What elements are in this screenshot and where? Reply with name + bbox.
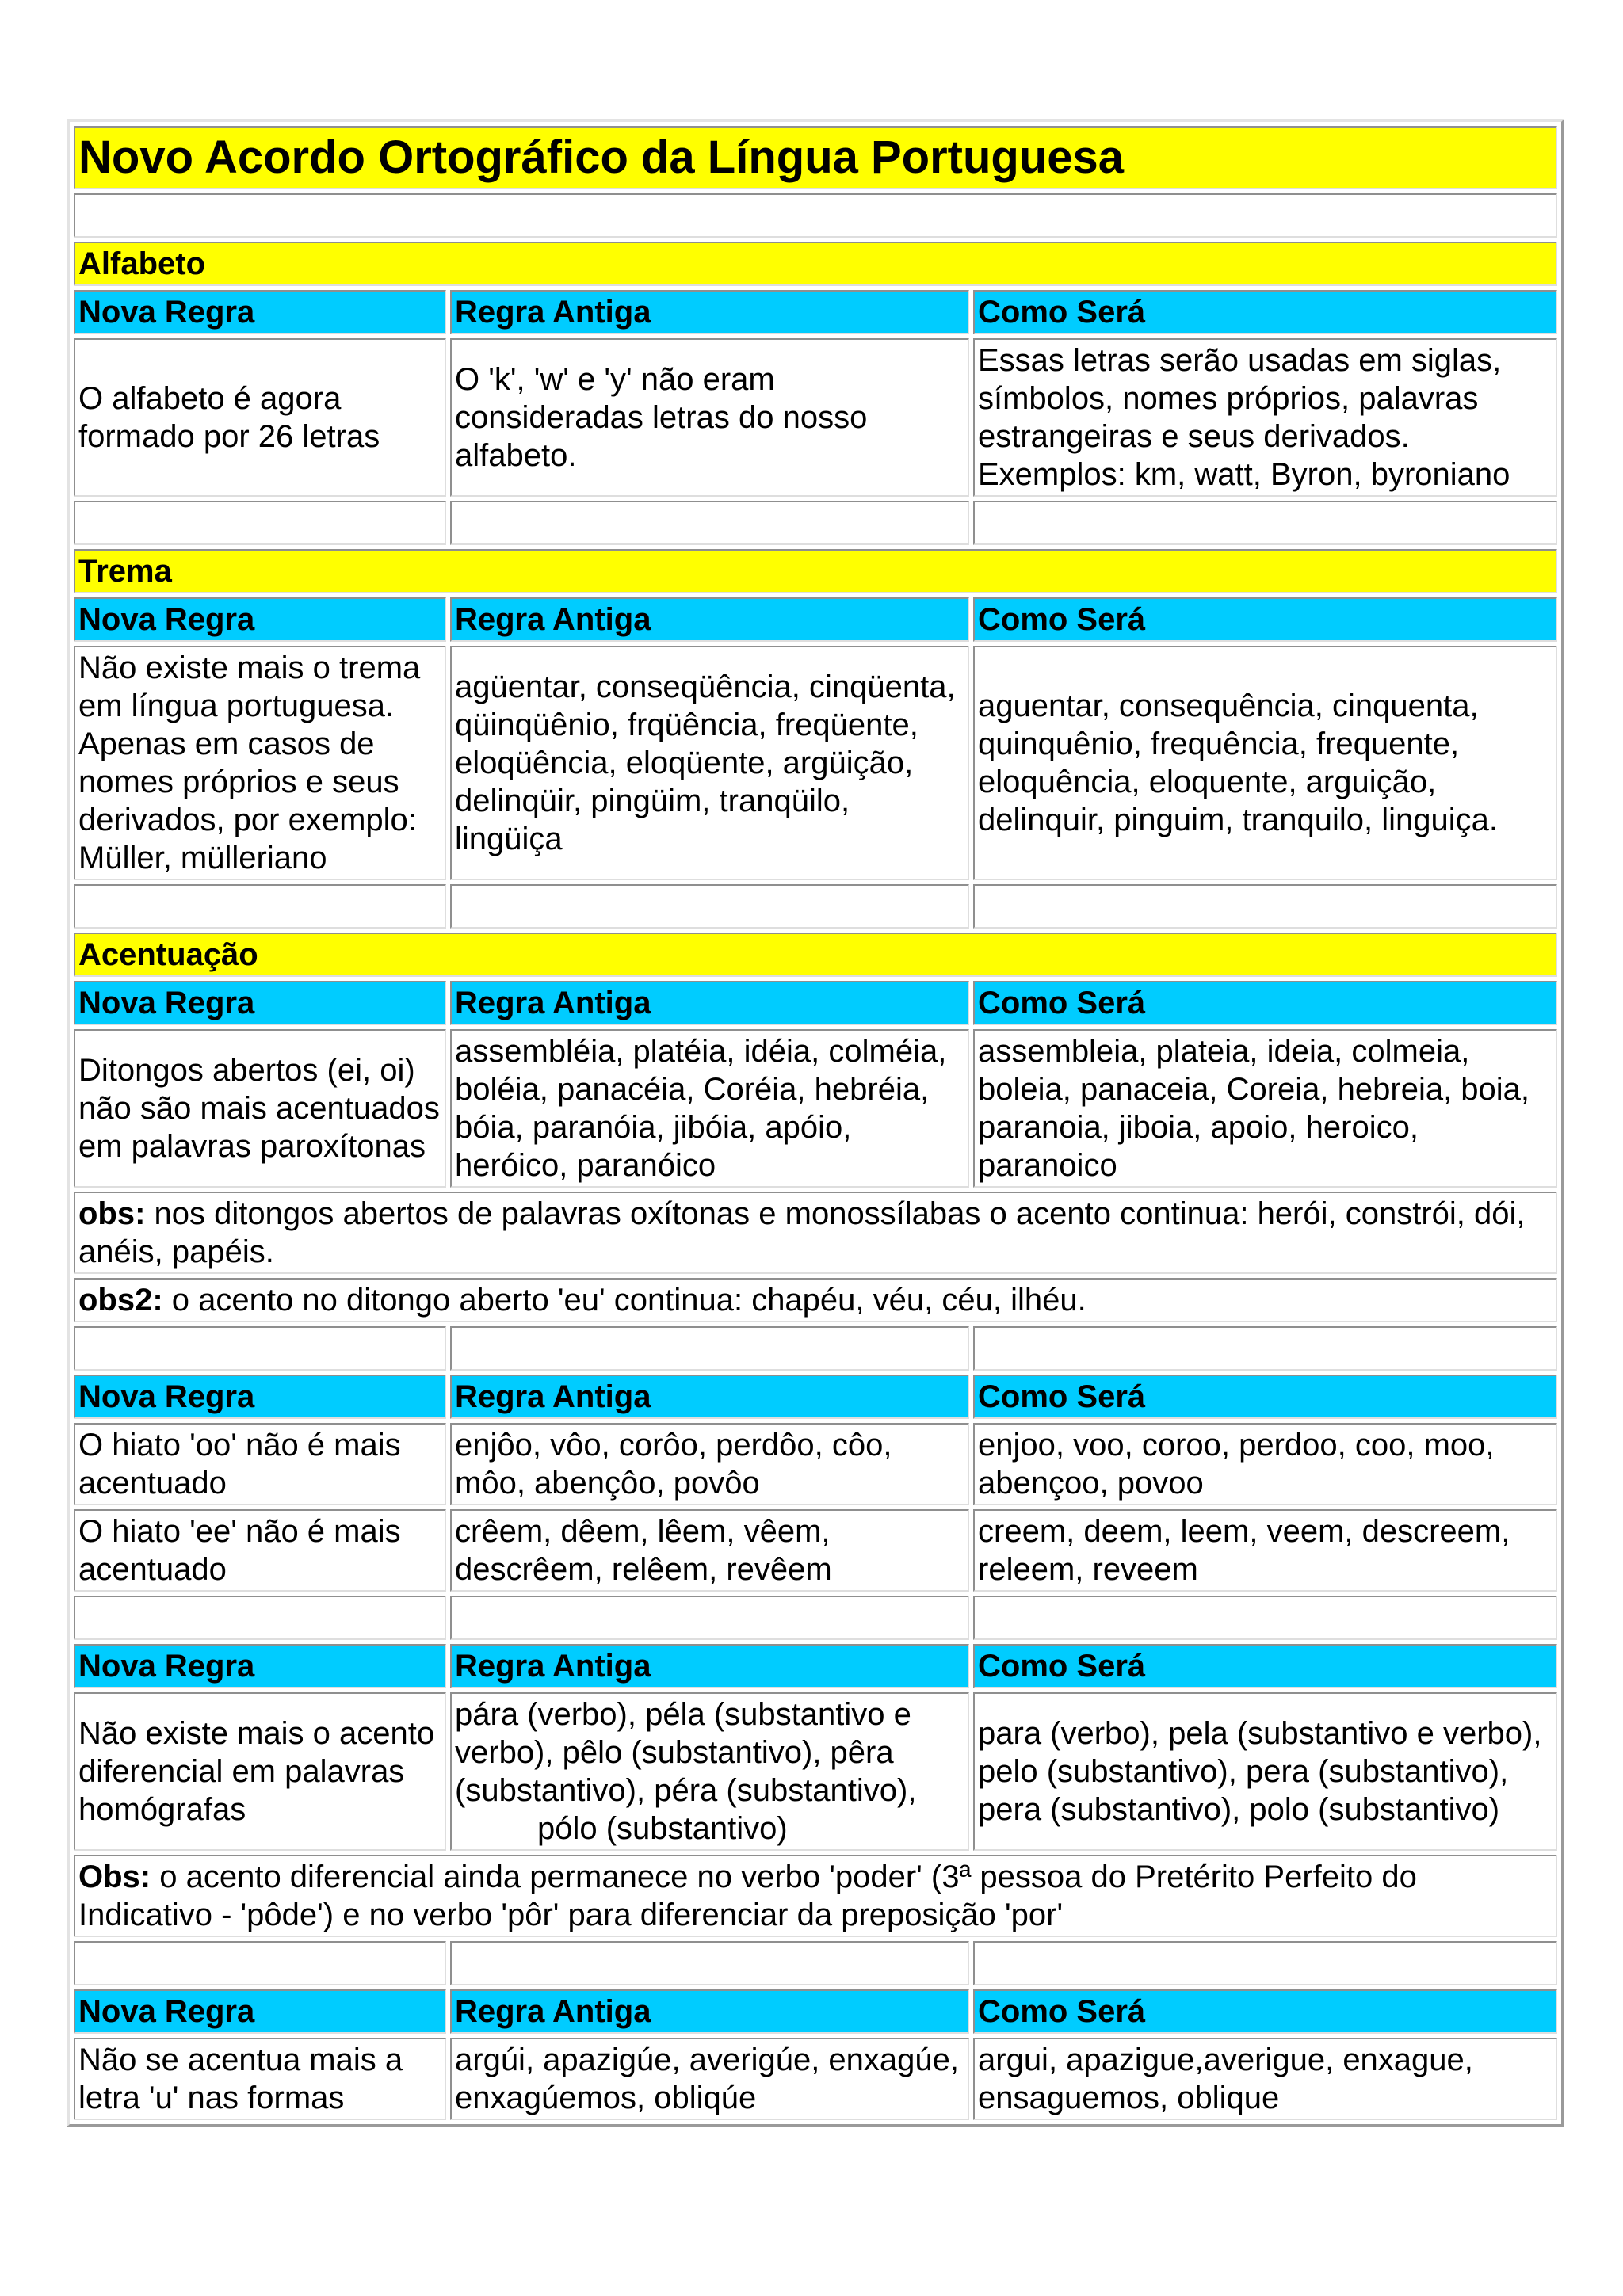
nova-regra-cell: Não existe mais o acento diferencial em palavras homógrafas [74, 1692, 446, 1851]
blank-cell [973, 501, 1557, 545]
spacer-row [74, 1596, 1557, 1640]
regra-antiga-cell [450, 1692, 969, 1851]
regra-antiga-cell: argúi, apazigúe, averigúe, enxagúe, enxagúemos, obliqúe [450, 2038, 969, 2120]
obs2-note [74, 1278, 1557, 1322]
header-como-sera: Como Será [973, 597, 1557, 642]
note-row [74, 1192, 1557, 1274]
nova-regra-cell: Ditongos abertos (ei, oi) não são mais acentuados em palavras paroxítonas [74, 1029, 446, 1188]
obs3-text: o acento diferencial ainda permanece no verbo 'poder' (3ª pessoa do Pretérito Perfeito do Indicativo - 'pôde') e no verbo 'pôr' para diferenciar da preposição 'por' [78, 1859, 1417, 1932]
nova-regra-cell: O alfabeto é agora formado por 26 letras [74, 338, 446, 497]
header-nova-regra: Nova Regra [74, 981, 446, 1025]
note-row [74, 1855, 1557, 1937]
como-sera-cell: aguentar, consequência, cinquenta, quinquênio, frequência, frequente, eloquência, eloquente, arguição, delinquir, pinguim, tranquilo, linguiça. [973, 646, 1557, 880]
blank-cell [450, 1326, 969, 1371]
como-sera-cell [973, 338, 1557, 497]
header-regra-antiga: Regra Antiga [450, 597, 969, 642]
regra-antiga-text-cont: pólo (substantivo) [537, 1811, 788, 1846]
section-row-trema [74, 549, 1557, 593]
examples-text: Exemplos: km, watt, Byron, byroniano [978, 457, 1510, 492]
section-row-acentuacao [74, 933, 1557, 977]
rule-row-trema [74, 646, 1557, 880]
como-sera-text: Essas letras serão usadas em siglas, símbolos, nomes próprios, palavras estrangeiras e seus derivados. [978, 343, 1502, 454]
obs-note [74, 1192, 1557, 1274]
rule-row-ditongos [74, 1029, 1557, 1188]
blank-cell [74, 1326, 446, 1371]
obs-text: nos ditongos abertos de palavras oxítonas e monossílabas o acento continua: herói, constrói, dói, anéis, papéis. [78, 1196, 1526, 1269]
blank-cell [973, 1326, 1557, 1371]
header-nova-regra: Nova Regra [74, 1375, 446, 1419]
header-regra-antiga: Regra Antiga [450, 1989, 969, 2034]
blank-cell [74, 193, 1557, 238]
rule-row-hiato-oo [74, 1423, 1557, 1505]
nova-regra-cell: O hiato 'ee' não é mais acentuado [74, 1509, 446, 1592]
como-sera-cell: para (verbo), pela (substantivo e verbo), pelo (substantivo), pera (substantivo), pera (substantivo), polo (substantivo) [973, 1692, 1557, 1851]
header-como-sera: Como Será [973, 1375, 1557, 1419]
header-nova-regra: Nova Regra [74, 1644, 446, 1688]
como-sera-cell: argui, apazigue,averigue, enxague, ensaguemos, oblique [973, 2038, 1557, 2120]
obs2-text: o acento no ditongo aberto 'eu' continua: chapéu, véu, céu, ilhéu. [162, 1283, 1086, 1318]
blank-cell [74, 501, 446, 545]
header-como-sera: Como Será [973, 1644, 1557, 1688]
header-regra-antiga: Regra Antiga [450, 1644, 969, 1688]
section-heading-trema: Trema [74, 549, 1557, 593]
regra-antiga-cell: O 'k', 'w' e 'y' não eram consideradas letras do nosso alfabeto. [450, 338, 969, 497]
section-row-alfabeto [74, 242, 1557, 286]
spacer-row [74, 193, 1557, 238]
obs-label: obs: [78, 1196, 146, 1231]
blank-cell [973, 1596, 1557, 1640]
note-row [74, 1278, 1557, 1322]
spacer-row [74, 501, 1557, 545]
obs2-label: obs2: [78, 1283, 163, 1318]
regra-antiga-cell: crêem, dêem, lêem, vêem, descrêem, relêem, revêem [450, 1509, 969, 1592]
regra-antiga-text: pára (verbo), péla (substantivo e verbo), pêlo (substantivo), pêra (substantivo), péra (substantivo), [455, 1697, 917, 1808]
spacer-row [74, 1326, 1557, 1371]
column-header-row [74, 1644, 1557, 1688]
header-como-sera: Como Será [973, 290, 1557, 334]
rule-row-alfabeto [74, 338, 1557, 497]
blank-cell [74, 1596, 446, 1640]
como-sera-cell: creem, deem, leem, veem, descreem, releem, reveem [973, 1509, 1557, 1592]
column-header-row [74, 1375, 1557, 1419]
column-header-row [74, 290, 1557, 334]
blank-cell [74, 1941, 446, 1985]
section-heading-acentuacao: Acentuação [74, 933, 1557, 977]
page-title: Novo Acordo Ortográfico da Língua Portuguesa [74, 126, 1557, 189]
rule-row-diferencial [74, 1692, 1557, 1851]
spacer-row [74, 1941, 1557, 1985]
como-sera-cell: assembleia, plateia, ideia, colmeia, boleia, panaceia, Coreia, hebreia, boia, paranoia, jiboia, apoio, heroico, paranoico [973, 1029, 1557, 1188]
column-header-row [74, 1989, 1557, 2034]
regra-antiga-cell: enjôo, vôo, corôo, perdôo, côo, môo, abençôo, povôo [450, 1423, 969, 1505]
rule-row-letra-u [74, 2038, 1557, 2120]
blank-cell [973, 1941, 1557, 1985]
header-nova-regra: Nova Regra [74, 290, 446, 334]
regra-antiga-cell: assembléia, platéia, idéia, colméia, boléia, panacéia, Coréia, hebréia, bóia, paranóia, jibóia, apóio, heróico, paranóico [450, 1029, 969, 1188]
obs3-note [74, 1855, 1557, 1937]
blank-cell [450, 1596, 969, 1640]
title-row [74, 126, 1557, 189]
column-header-row [74, 981, 1557, 1025]
rule-row-hiato-ee [74, 1509, 1557, 1592]
header-nova-regra: Nova Regra [74, 1989, 446, 2034]
header-regra-antiga: Regra Antiga [450, 290, 969, 334]
obs3-label: Obs: [78, 1859, 151, 1894]
header-como-sera: Como Será [973, 981, 1557, 1025]
header-regra-antiga: Regra Antiga [450, 1375, 969, 1419]
blank-cell [74, 884, 446, 929]
blank-cell [450, 501, 969, 545]
spacer-row [74, 884, 1557, 929]
regra-antiga-cell: agüentar, conseqüência, cinqüenta, qüinqüênio, frqüência, freqüente, eloqüência, eloqüente, argüição, delinqüir, pingüim, tranqüilo, lingüiça [450, 646, 969, 880]
header-como-sera: Como Será [973, 1989, 1557, 2034]
section-heading-alfabeto: Alfabeto [74, 242, 1557, 286]
header-nova-regra: Nova Regra [74, 597, 446, 642]
column-header-row [74, 597, 1557, 642]
header-regra-antiga: Regra Antiga [450, 981, 969, 1025]
nova-regra-cell: O hiato 'oo' não é mais acentuado [74, 1423, 446, 1505]
nova-regra-cell: Não se acentua mais a letra 'u' nas formas [74, 2038, 446, 2120]
acordo-table [67, 119, 1564, 2127]
como-sera-cell: enjoo, voo, coroo, perdoo, coo, moo, abençoo, povoo [973, 1423, 1557, 1505]
blank-cell [450, 1941, 969, 1985]
blank-cell [973, 884, 1557, 929]
nova-regra-cell: Não existe mais o trema em língua portuguesa. Apenas em casos de nomes próprios e seus derivados, por exemplo: Müller, mülleriano [74, 646, 446, 880]
blank-cell [450, 884, 969, 929]
